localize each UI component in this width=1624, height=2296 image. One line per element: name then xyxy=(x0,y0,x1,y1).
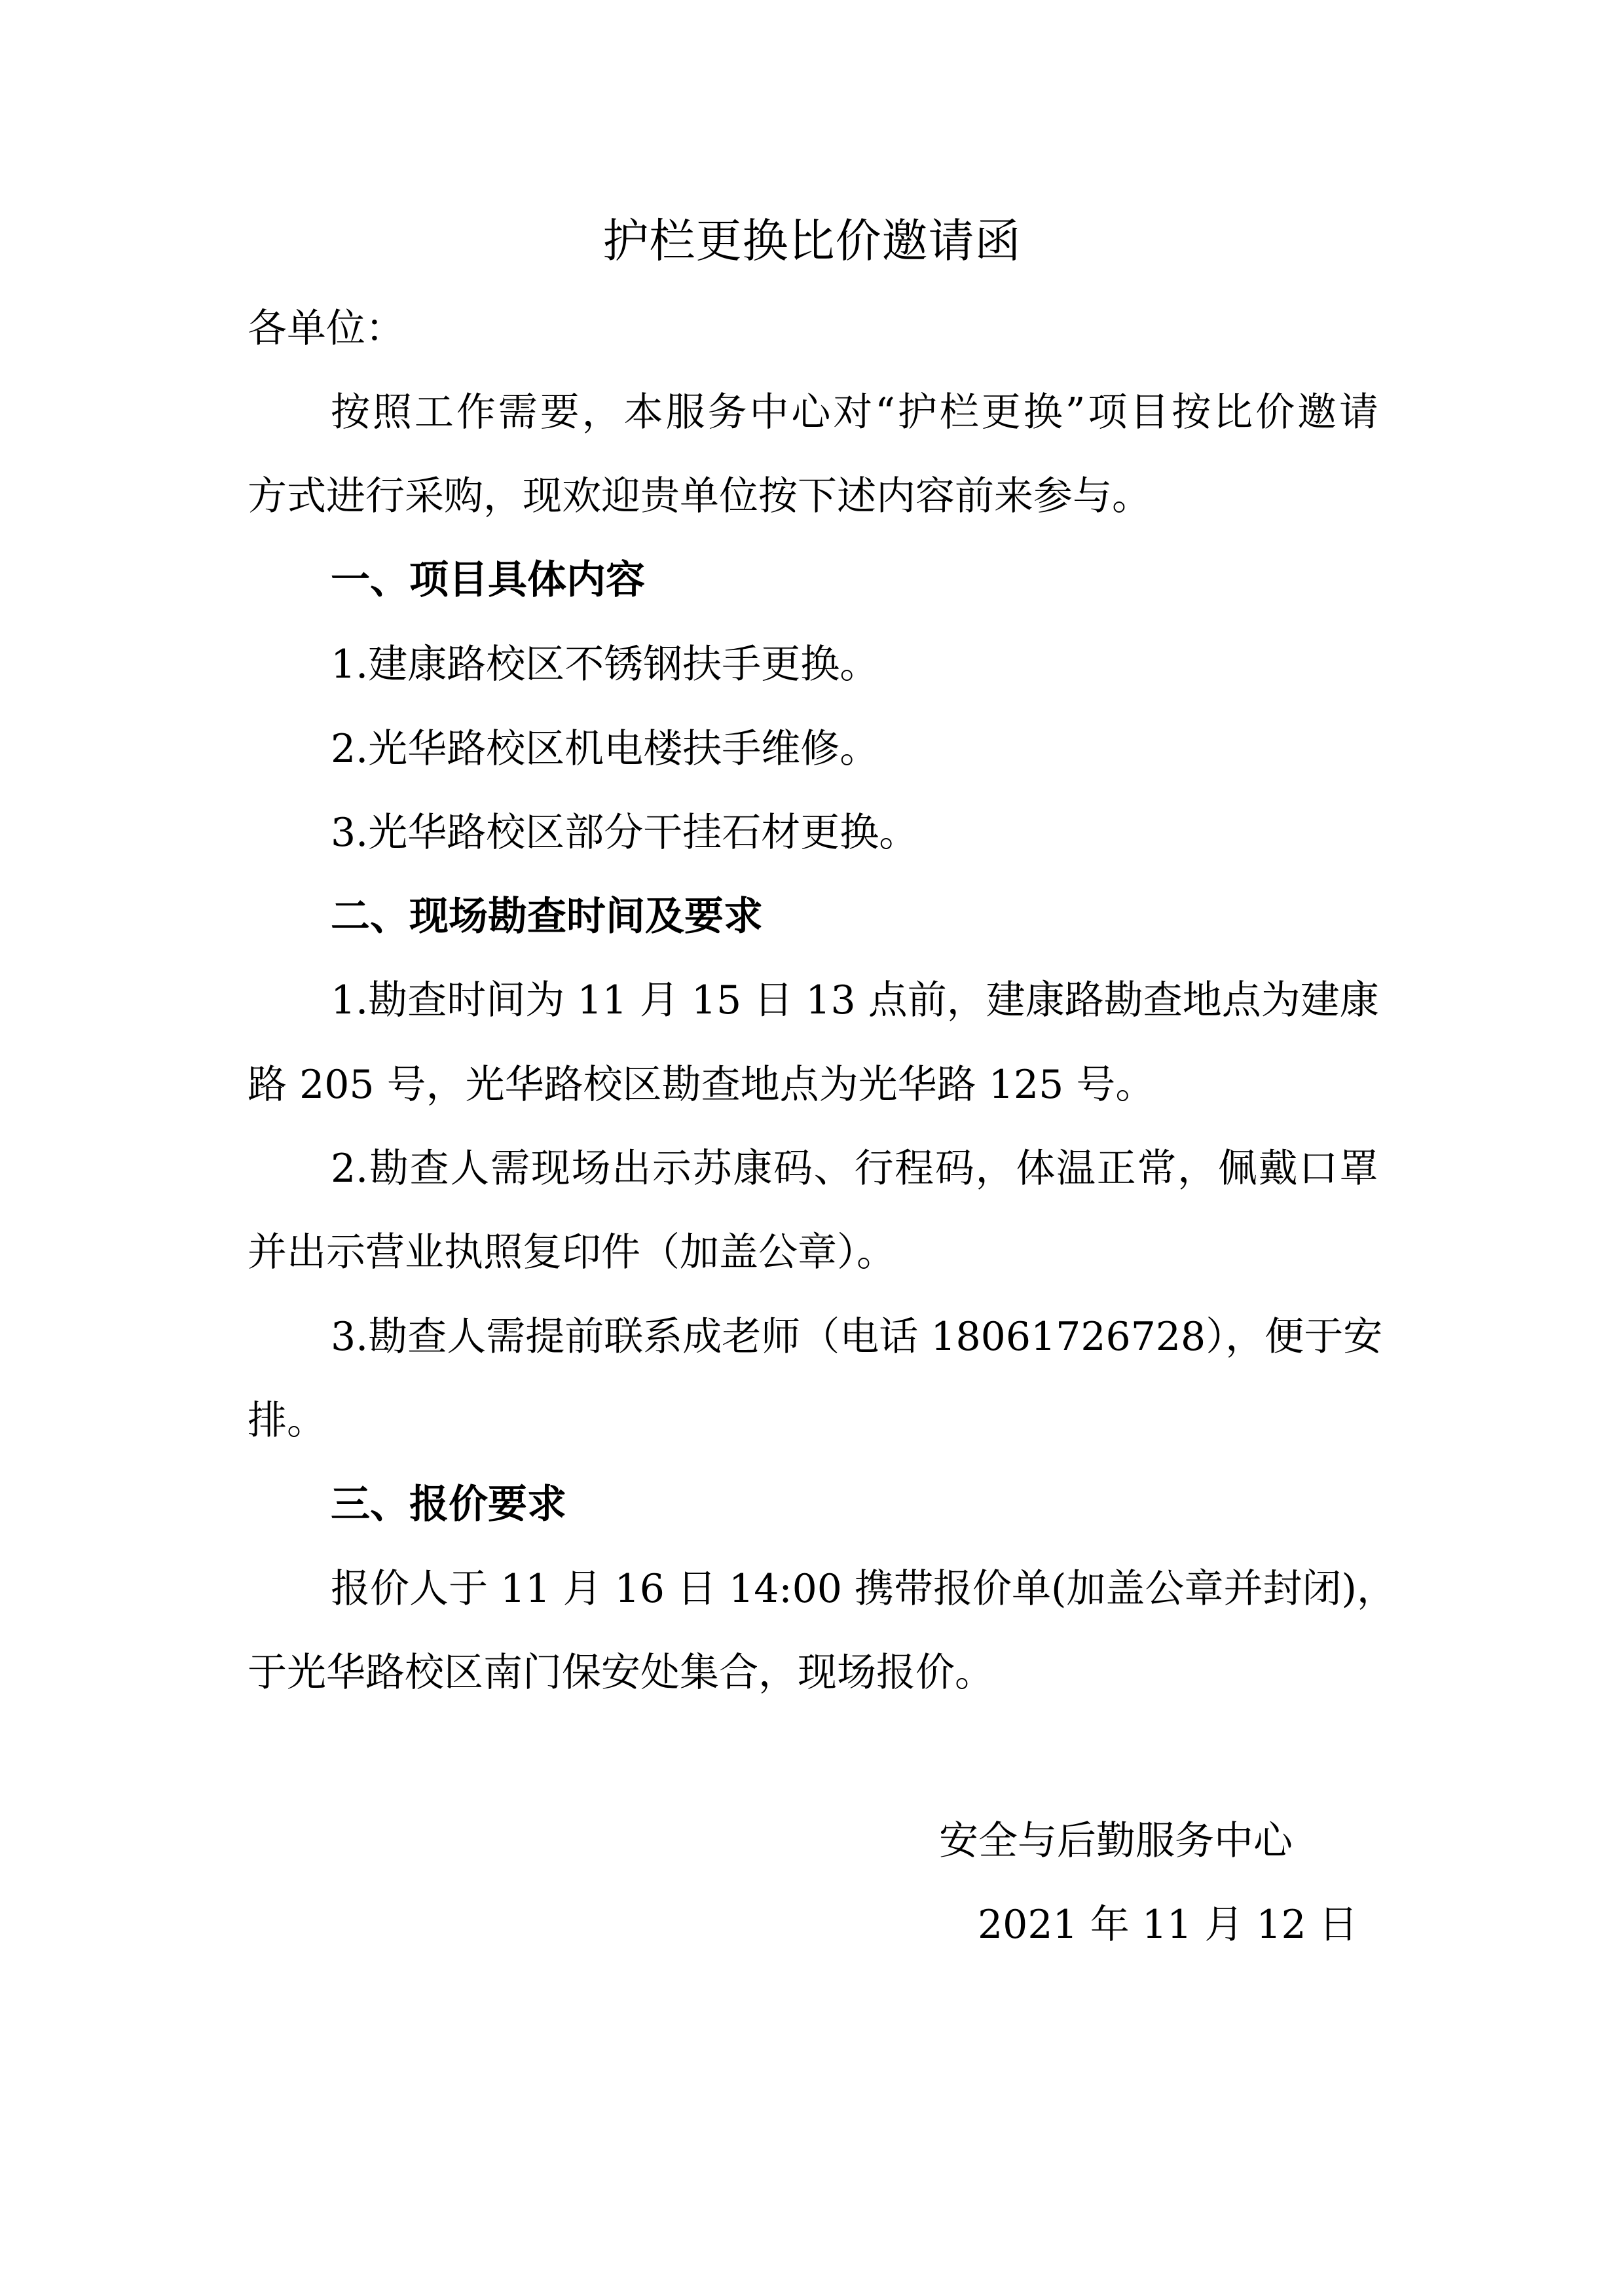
section-1-item-2: 2.光华路校区机电楼扶手维修。 xyxy=(331,726,879,772)
section-1-item-1: 1.建康路校区不锈钢扶手更换。 xyxy=(331,642,879,687)
section-2-item-2-line-2: 并出示营业执照复印件（加盖公章）。 xyxy=(248,1230,896,1275)
signature-date: 2021 年 11 月 12 日 xyxy=(978,1902,1358,1948)
signature-organization: 安全与后勤服务中心 xyxy=(939,1818,1293,1864)
section-1-item-3: 3.光华路校区部分干挂石材更换。 xyxy=(331,810,919,856)
intro-line-1: 按照工作需要，本服务中心对“护栏更换”项目按比价邀请 xyxy=(331,390,1378,435)
document-title: 护栏更换比价邀请函 xyxy=(602,214,1022,268)
section-3-body-line-1: 报价人于 11 月 16 日 14:00 携带报价单(加盖公章并封闭)， xyxy=(331,1566,1396,1612)
intro-line-2: 方式进行采购，现欢迎贵单位按下述内容前来参与。 xyxy=(248,473,1151,519)
section-2-heading: 二、现场勘查时间及要求 xyxy=(331,894,763,939)
section-2-item-1-line-2: 路 205 号，光华路校区勘查地点为光华路 125 号。 xyxy=(248,1062,1155,1108)
section-2-item-3-line-1: 3.勘查人需提前联系成老师（电话 18061726728），便于安 xyxy=(331,1314,1383,1360)
section-1-heading: 一、项目具体内容 xyxy=(331,557,645,603)
salutation: 各单位： xyxy=(248,306,405,352)
section-3-heading: 三、报价要求 xyxy=(331,1482,566,1527)
section-2-item-3-line-2: 排。 xyxy=(248,1398,326,1444)
section-2-item-1-line-1: 1.勘查时间为 11 月 15 日 13 点前，建康路勘查地点为建康 xyxy=(331,977,1379,1023)
section-2-item-2-line-1: 2.勘查人需现场出示苏康码、行程码，体温正常，佩戴口罩 xyxy=(331,1146,1378,1192)
section-3-body-line-2: 于光华路校区南门保安处集合，现场报价。 xyxy=(248,1650,994,1696)
